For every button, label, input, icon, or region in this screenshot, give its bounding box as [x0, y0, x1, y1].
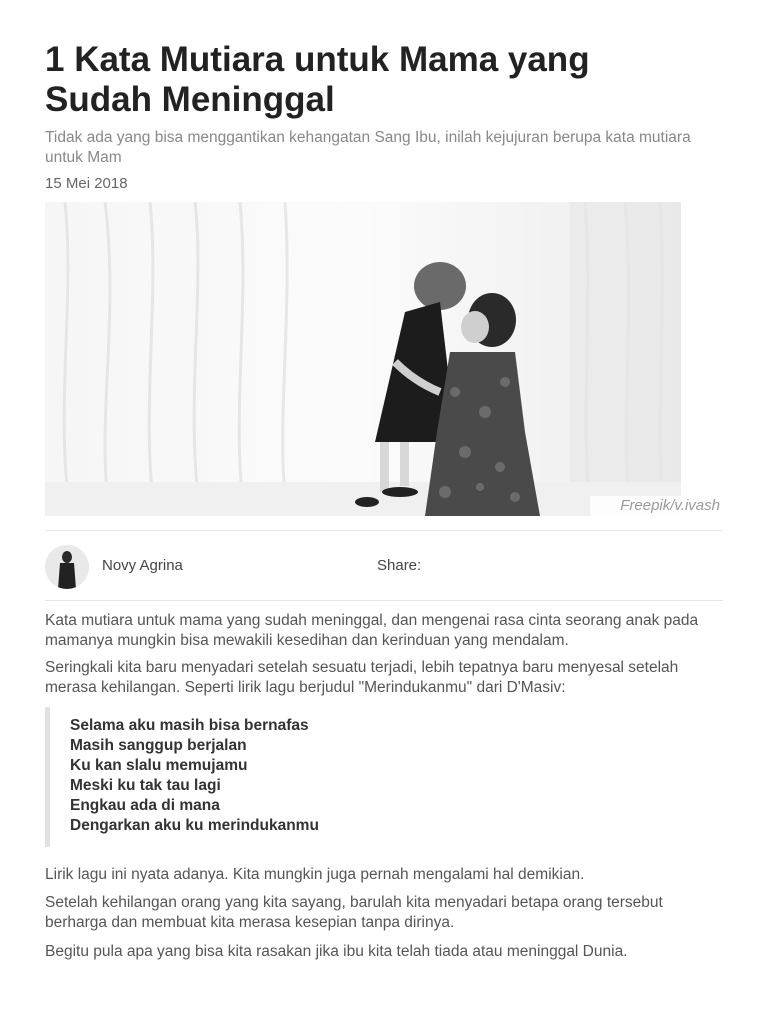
lyrics-blockquote	[45, 707, 728, 847]
publish-date: 15 Mei 2018	[45, 175, 128, 192]
author-avatar[interactable]	[45, 545, 89, 589]
paragraph: Seringkali kita baru menyadari setelah sesuatu terjadi, lebih tepatnya baru menyesal setelah merasa kehilangan. Seperti lirik lagu berjudul "Merindukanmu" dari D'Masiv:	[45, 659, 679, 696]
paragraph: Kata mutiara untuk mama yang sudah meninggal, dan mengenai rasa cinta seorang anak pada mamanya mungkin bisa mewakili kesedihan dan kerinduan yang mendalam.	[45, 612, 699, 649]
paragraph: Lirik lagu ini nyata adanya. Kita mungkin juga pernah mengalami hal demikian.	[45, 866, 585, 883]
hero-image	[45, 202, 681, 516]
share-label: Share:	[377, 557, 422, 574]
article-subtitle: Tidak ada yang bisa menggantikan kehangatan Sang Ibu, inilah kejujuran berupa kata mutiara untuk Mam	[45, 129, 691, 166]
lyric-line: Selama aku masih bisa bernafas	[70, 717, 309, 734]
lyric-line: Engkau ada di mana	[70, 797, 220, 814]
paragraph: Setelah kehilangan orang yang kita sayang, barulah kita menyadari betapa orang tersebut berharga dan membuat kita merasa kesepian tanpa dirinya.	[45, 894, 663, 931]
mother-daughter-photo	[45, 202, 681, 516]
lyric-line: Dengarkan aku ku merindukanmu	[70, 817, 319, 834]
image-credit: Freepik/v.ivash	[590, 496, 726, 516]
lyric-line: Meski ku tak tau lagi	[70, 777, 221, 794]
lyric-line: Masih sanggup berjalan	[70, 737, 247, 754]
paragraph: Begitu pula apa yang bisa kita rasakan jika ibu kita telah tiada atau meninggal Dunia.	[45, 943, 628, 960]
author-name[interactable]: Novy Agrina	[102, 557, 183, 574]
avatar-person-icon	[45, 545, 89, 589]
lyric-line: Ku kan slalu memujamu	[70, 757, 248, 774]
divider	[45, 600, 723, 601]
divider	[45, 530, 723, 531]
article-title: 1 Kata Mutiara untuk Mama yang Sudah Meninggal	[45, 40, 590, 119]
